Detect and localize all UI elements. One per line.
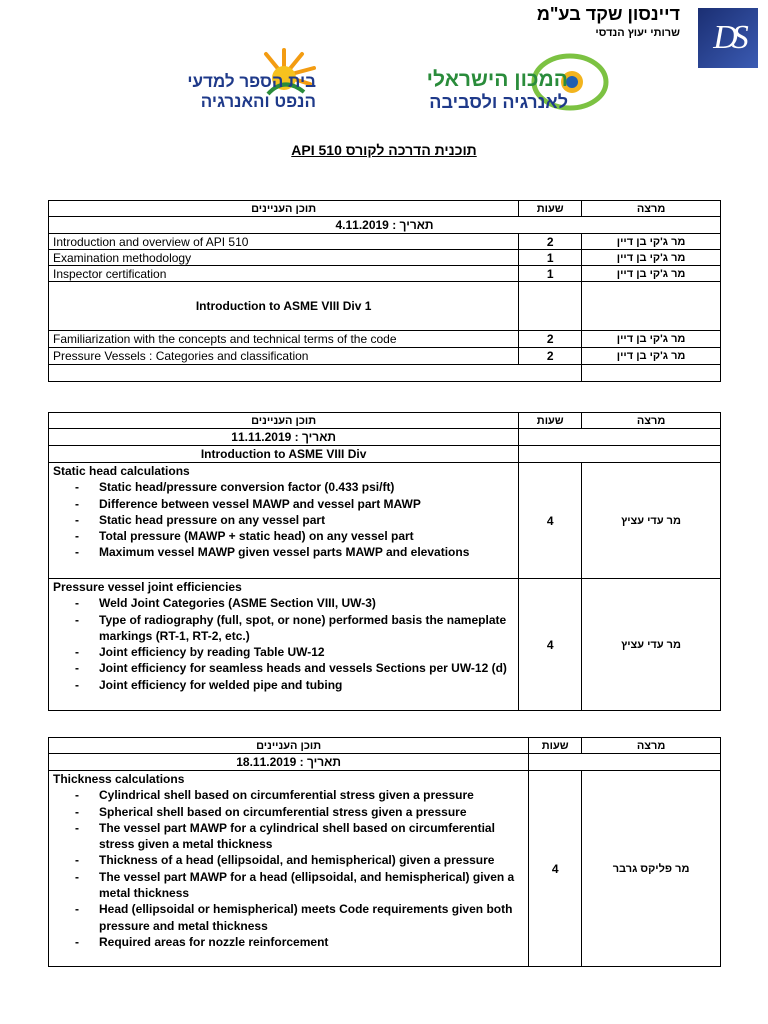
topic-cell: Inspector certification [49, 266, 519, 282]
school-name-line1: בית הספר למדעי [187, 72, 316, 91]
lecturer-cell: מר פליקס גרבר [582, 771, 721, 967]
schedule-table-3 [48, 737, 721, 967]
table-row [49, 463, 721, 579]
topic-cell: Examination methodology [49, 250, 519, 266]
hours-cell: 2 [519, 348, 582, 365]
list-item: - Joint efficiency by reading Table UW-12 [99, 644, 514, 660]
topic-list [53, 479, 514, 560]
table-row [49, 331, 721, 348]
hours-cell: 2 [519, 331, 582, 348]
table-row [49, 282, 721, 331]
lecturer-cell: מר ג'קי בן דיין [582, 348, 721, 365]
lecturer-cell: מר ג'קי בן דיין [582, 250, 721, 266]
list-item: - Difference between vessel MAWP and vessel part MAWP [99, 496, 514, 512]
list-item: - The vessel part MAWP for a cylindrical shell based on circumferential stress given a metal thickness [99, 820, 524, 853]
column-header-topics: תוכן העניינים [49, 201, 519, 217]
column-header-lecturer: מרצה [582, 738, 721, 754]
column-header-topics: תוכן העניינים [49, 738, 529, 754]
table-row [49, 771, 721, 967]
topic-cell: Familiarization with the concepts and technical terms of the code [49, 331, 519, 348]
list-item: - Joint efficiency for welded pipe and tubing [99, 677, 514, 693]
session-date: תאריך : 4.11.2019 [49, 217, 721, 234]
table-row [49, 579, 721, 711]
column-header-lecturer: מרצה [582, 413, 721, 429]
table-row [49, 266, 721, 282]
hours-cell: 4 [519, 579, 582, 711]
list-item: - Maximum vessel MAWP given vessel parts MAWP and elevations [99, 544, 514, 560]
column-header-hours: שעות [529, 738, 582, 754]
table-row [49, 234, 721, 250]
list-item: - Spherical shell based on circumferential stress given a pressure [99, 804, 524, 820]
topic-list [53, 595, 514, 693]
school-name-line2: הנפט והאנרגיה [200, 92, 316, 111]
topic-heading: Pressure vessel joint efficiencies [53, 580, 242, 594]
column-header-hours: שעות [519, 201, 582, 217]
table-row [49, 348, 721, 365]
ds-logo: DS [698, 8, 758, 68]
column-header-topics: תוכן העניינים [49, 413, 519, 429]
list-item: - Static head/pressure conversion factor (0.433 psi/ft) [99, 479, 514, 495]
topic-list [53, 787, 524, 950]
company-subtitle: שרותי יעוץ הנדסי [595, 27, 680, 39]
hours-cell: 1 [519, 266, 582, 282]
list-item: - Cylindrical shell based on circumferential stress given a pressure [99, 787, 524, 803]
session-date: תאריך : 11.11.2019 [49, 429, 519, 446]
hours-cell: 4 [529, 771, 582, 967]
topic-heading: Thickness calculations [53, 772, 185, 786]
schedule-table-1 [48, 200, 721, 382]
company-name: דיינסון שקד בע"מ [536, 4, 680, 24]
list-item: - Static head pressure on any vessel part [99, 512, 514, 528]
session-date: תאריך : 18.11.2019 [49, 754, 529, 771]
list-item: - Head (ellipsoidal or hemispherical) meets Code requirements given both pressure and metal thickness [99, 901, 524, 934]
list-item: - Thickness of a head (ellipsoidal, and hemispherical) given a pressure [99, 852, 524, 868]
list-item: - Joint efficiency for seamless heads and vessels Sections per UW-12 (d) [99, 660, 514, 676]
institute-name-line2: לאנרגיה ולסביבה [429, 92, 568, 112]
table-row [49, 365, 721, 382]
lecturer-cell: מר ג'קי בן דיין [582, 266, 721, 282]
document-title: תוכנית הדרכה לקורס API 510 [291, 142, 477, 158]
column-header-hours: שעות [519, 413, 582, 429]
lecturer-cell: מר עדי עציץ [582, 463, 721, 579]
hours-cell: 2 [519, 234, 582, 250]
institute-name-line1: המכון הישראלי [426, 68, 568, 91]
list-item: - Type of radiography (full, spot, or none) performed basis the nameplate markings (RT-1, RT-2, etc.) [99, 612, 514, 645]
list-item: - The vessel part MAWP for a head (ellipsoidal, and hemispherical) given a metal thickness [99, 869, 524, 902]
section-subheading: Introduction to ASME VIII Div 1 [49, 282, 519, 331]
lecturer-cell: מר ג'קי בן דיין [582, 331, 721, 348]
lecturer-cell: מר עדי עציץ [582, 579, 721, 711]
section-subheading: Introduction to ASME VIII Div [49, 446, 519, 463]
table-row [49, 250, 721, 266]
list-item: - Weld Joint Categories (ASME Section VIII, UW-3) [99, 595, 514, 611]
lecturer-cell: מר ג'קי בן דיין [582, 234, 721, 250]
schedule-table-2 [48, 412, 721, 711]
topic-cell: Pressure Vessels : Categories and classification [49, 348, 519, 365]
hours-cell: 4 [519, 463, 582, 579]
topic-cell: Introduction and overview of API 510 [49, 234, 519, 250]
list-item: - Total pressure (MAWP + static head) on any vessel part [99, 528, 514, 544]
hours-cell: 1 [519, 250, 582, 266]
column-header-lecturer: מרצה [582, 201, 721, 217]
topic-heading: Static head calculations [53, 464, 190, 478]
list-item: - Required areas for nozzle reinforcement [99, 934, 524, 950]
